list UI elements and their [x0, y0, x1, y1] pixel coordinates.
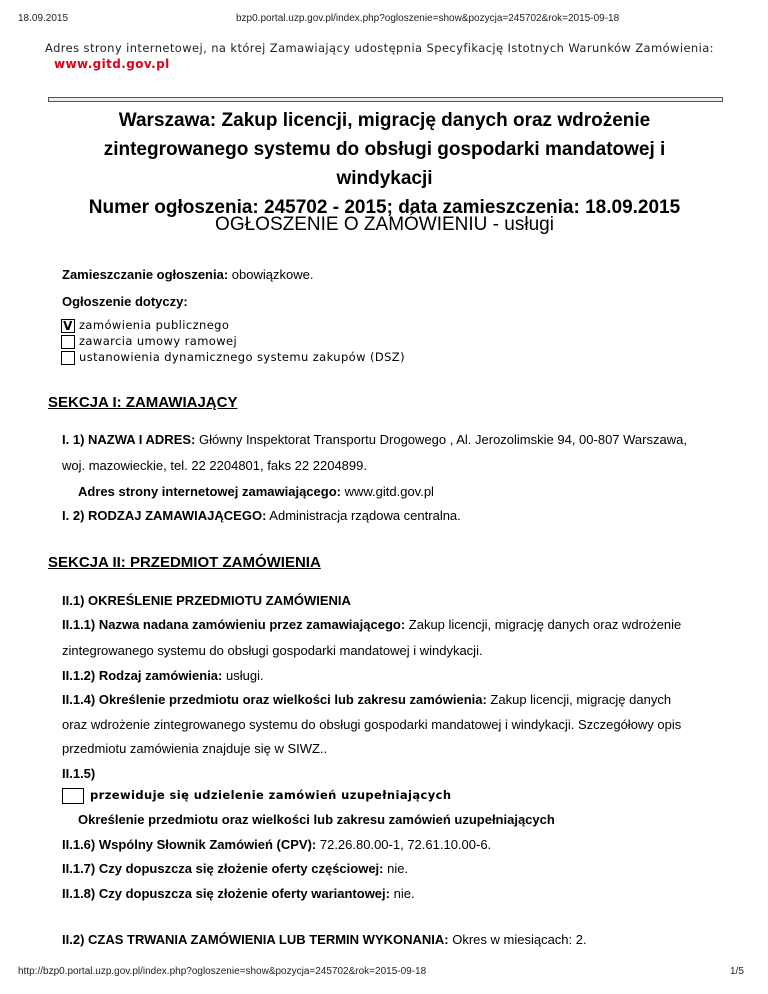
placement-label: Zamieszczanie ogłoszenia: — [62, 267, 229, 282]
label: II.1.7) Czy dopuszcza się złożenie oferty częściowej: — [62, 861, 384, 876]
value: Zakup licencji, migrację danych — [486, 692, 672, 707]
siwz-link[interactable]: www.gitd.gov.pl — [54, 57, 170, 71]
option-framework-agreement[interactable] — [61, 333, 237, 349]
title-line-2: zintegrowanego systemu do obsługi gospodarki mandatowej i — [103, 139, 666, 160]
contracting-authority-web — [78, 482, 434, 502]
placement-row — [62, 265, 313, 285]
notice-type: OGŁOSZENIE O ZAMÓWIENIU - usługi — [215, 214, 554, 235]
contracting-authority-address: woj. mazowieckie, tel. 22 2204801, faks 22 2204899. — [62, 458, 367, 473]
value: nie. — [389, 886, 415, 901]
option-dsz[interactable] — [61, 349, 405, 365]
web-link[interactable]: www.gitd.gov.pl — [340, 484, 434, 499]
supplementary-orders-option[interactable] — [62, 787, 451, 804]
option-public-order[interactable] — [61, 317, 229, 333]
label: Adres strony internetowej zamawiającego: — [78, 484, 341, 499]
section-1-heading: SEKCJA I: ZAMAWIAJĄCY — [48, 394, 238, 411]
label: II.1.1) Nazwa nadana zamówieniu przez zamawiającego: — [62, 617, 406, 632]
footer-url: http://bzp0.portal.uzp.gov.pl/index.php?ogloszenie=show&pozycja=245702&rok=2015-09-18 — [18, 966, 427, 977]
value: 72.26.80.00-1, 72.61.10.00-6. — [316, 837, 492, 852]
print-url: bzp0.portal.uzp.gov.pl/index.php?ogloszenie=show&pozycja=245702&rok=2015-09-18 — [236, 13, 620, 24]
ii15-label: II.1.5) — [62, 766, 96, 781]
ii12-row — [62, 666, 264, 686]
checkbox-supplementary-orders[interactable] — [62, 788, 84, 804]
ii11-continued: zintegrowanego systemu do obsługi gospodarki mandatowej i windykacji. — [62, 643, 483, 658]
ii11-row — [62, 615, 681, 635]
ii2-row — [62, 930, 587, 950]
label: II.1.4) Określenie przedmiotu oraz wielkości lub zakresu zamówienia: — [62, 692, 487, 707]
value: Główny Inspektorat Transportu Drogowego , Al. Jerozolimskie 94, 00-807 Warszawa, — [195, 432, 687, 447]
label: II.2) CZAS TRWANIA ZAMÓWIENIA LUB TERMIN WYKONANIA: — [62, 932, 449, 947]
ii15-description: Określenie przedmiotu oraz wielkości lub zakresu zamówień uzupełniających — [78, 812, 555, 827]
value: Zakup licencji, migrację danych oraz wdrożenie — [405, 617, 682, 632]
option-label: ustanowienia dynamicznego systemu zakupów (DSZ) — [79, 350, 405, 364]
page-number: 1/5 — [730, 966, 744, 977]
label: I. 2) RODZAJ ZAMAWIAJĄCEGO: — [62, 508, 267, 523]
print-date: 18.09.2015 — [18, 13, 69, 24]
label: II.1.8) Czy dopuszcza się złożenie oferty wariantowej: — [62, 886, 390, 901]
horizontal-rule — [48, 97, 723, 102]
value: Administracja rządowa centralna. — [266, 508, 461, 523]
ii1-heading: II.1) OKREŚLENIE PRZEDMIOTU ZAMÓWIENIA — [62, 593, 351, 608]
ii14-continued-1: oraz wdrożenie zintegrowanego systemu do obsługi gospodarki mandatowej i windykacji. Szczegółowy opis — [62, 717, 682, 732]
value: nie. — [383, 861, 409, 876]
checkbox-framework-agreement[interactable] — [61, 335, 75, 349]
title-line-1: Warszawa: Zakup licencji, migrację danych oraz wdrożenie — [118, 110, 651, 131]
contracting-authority-type — [62, 506, 461, 526]
value: usługi. — [222, 668, 264, 683]
ii14-row — [62, 690, 671, 710]
option-label: przewiduje się udzielenie zamówień uzupełniających — [90, 788, 452, 802]
placement-value: obowiązkowe. — [228, 267, 314, 282]
ii18-row — [62, 884, 415, 904]
notice-number: Numer ogłoszenia: 245702 - 2015; data zamieszczenia: 18.09.2015 — [88, 197, 681, 218]
ii17-row — [62, 859, 408, 879]
checkbox-public-order[interactable]: V — [61, 319, 75, 333]
concerns-label: Ogłoszenie dotyczy: — [62, 294, 188, 309]
label: I. 1) NAZWA I ADRES: — [62, 432, 196, 447]
section-2-heading: SEKCJA II: PRZEDMIOT ZAMÓWIENIA — [48, 554, 321, 571]
siwz-note: Adres strony internetowej, na której Zamawiający udostępnia Specyfikację Istotnych Warunków Zamówienia: — [45, 41, 714, 55]
label: II.1.6) Wspólny Słownik Zamówień (CPV): — [62, 837, 317, 852]
title-line-3: windykacji — [336, 168, 433, 189]
ii16-row — [62, 835, 491, 855]
page-title — [48, 106, 721, 222]
label: II.1.2) Rodzaj zamówienia: — [62, 668, 223, 683]
checkbox-dsz[interactable] — [61, 351, 75, 365]
value: Okres w miesiącach: 2. — [448, 932, 587, 947]
ii14-continued-2: przedmiotu zamówienia znajduje się w SIWZ.. — [62, 741, 328, 756]
contracting-authority-name — [62, 430, 687, 450]
option-label: zawarcia umowy ramowej — [79, 334, 238, 348]
option-label: zamówienia publicznego — [79, 318, 230, 332]
